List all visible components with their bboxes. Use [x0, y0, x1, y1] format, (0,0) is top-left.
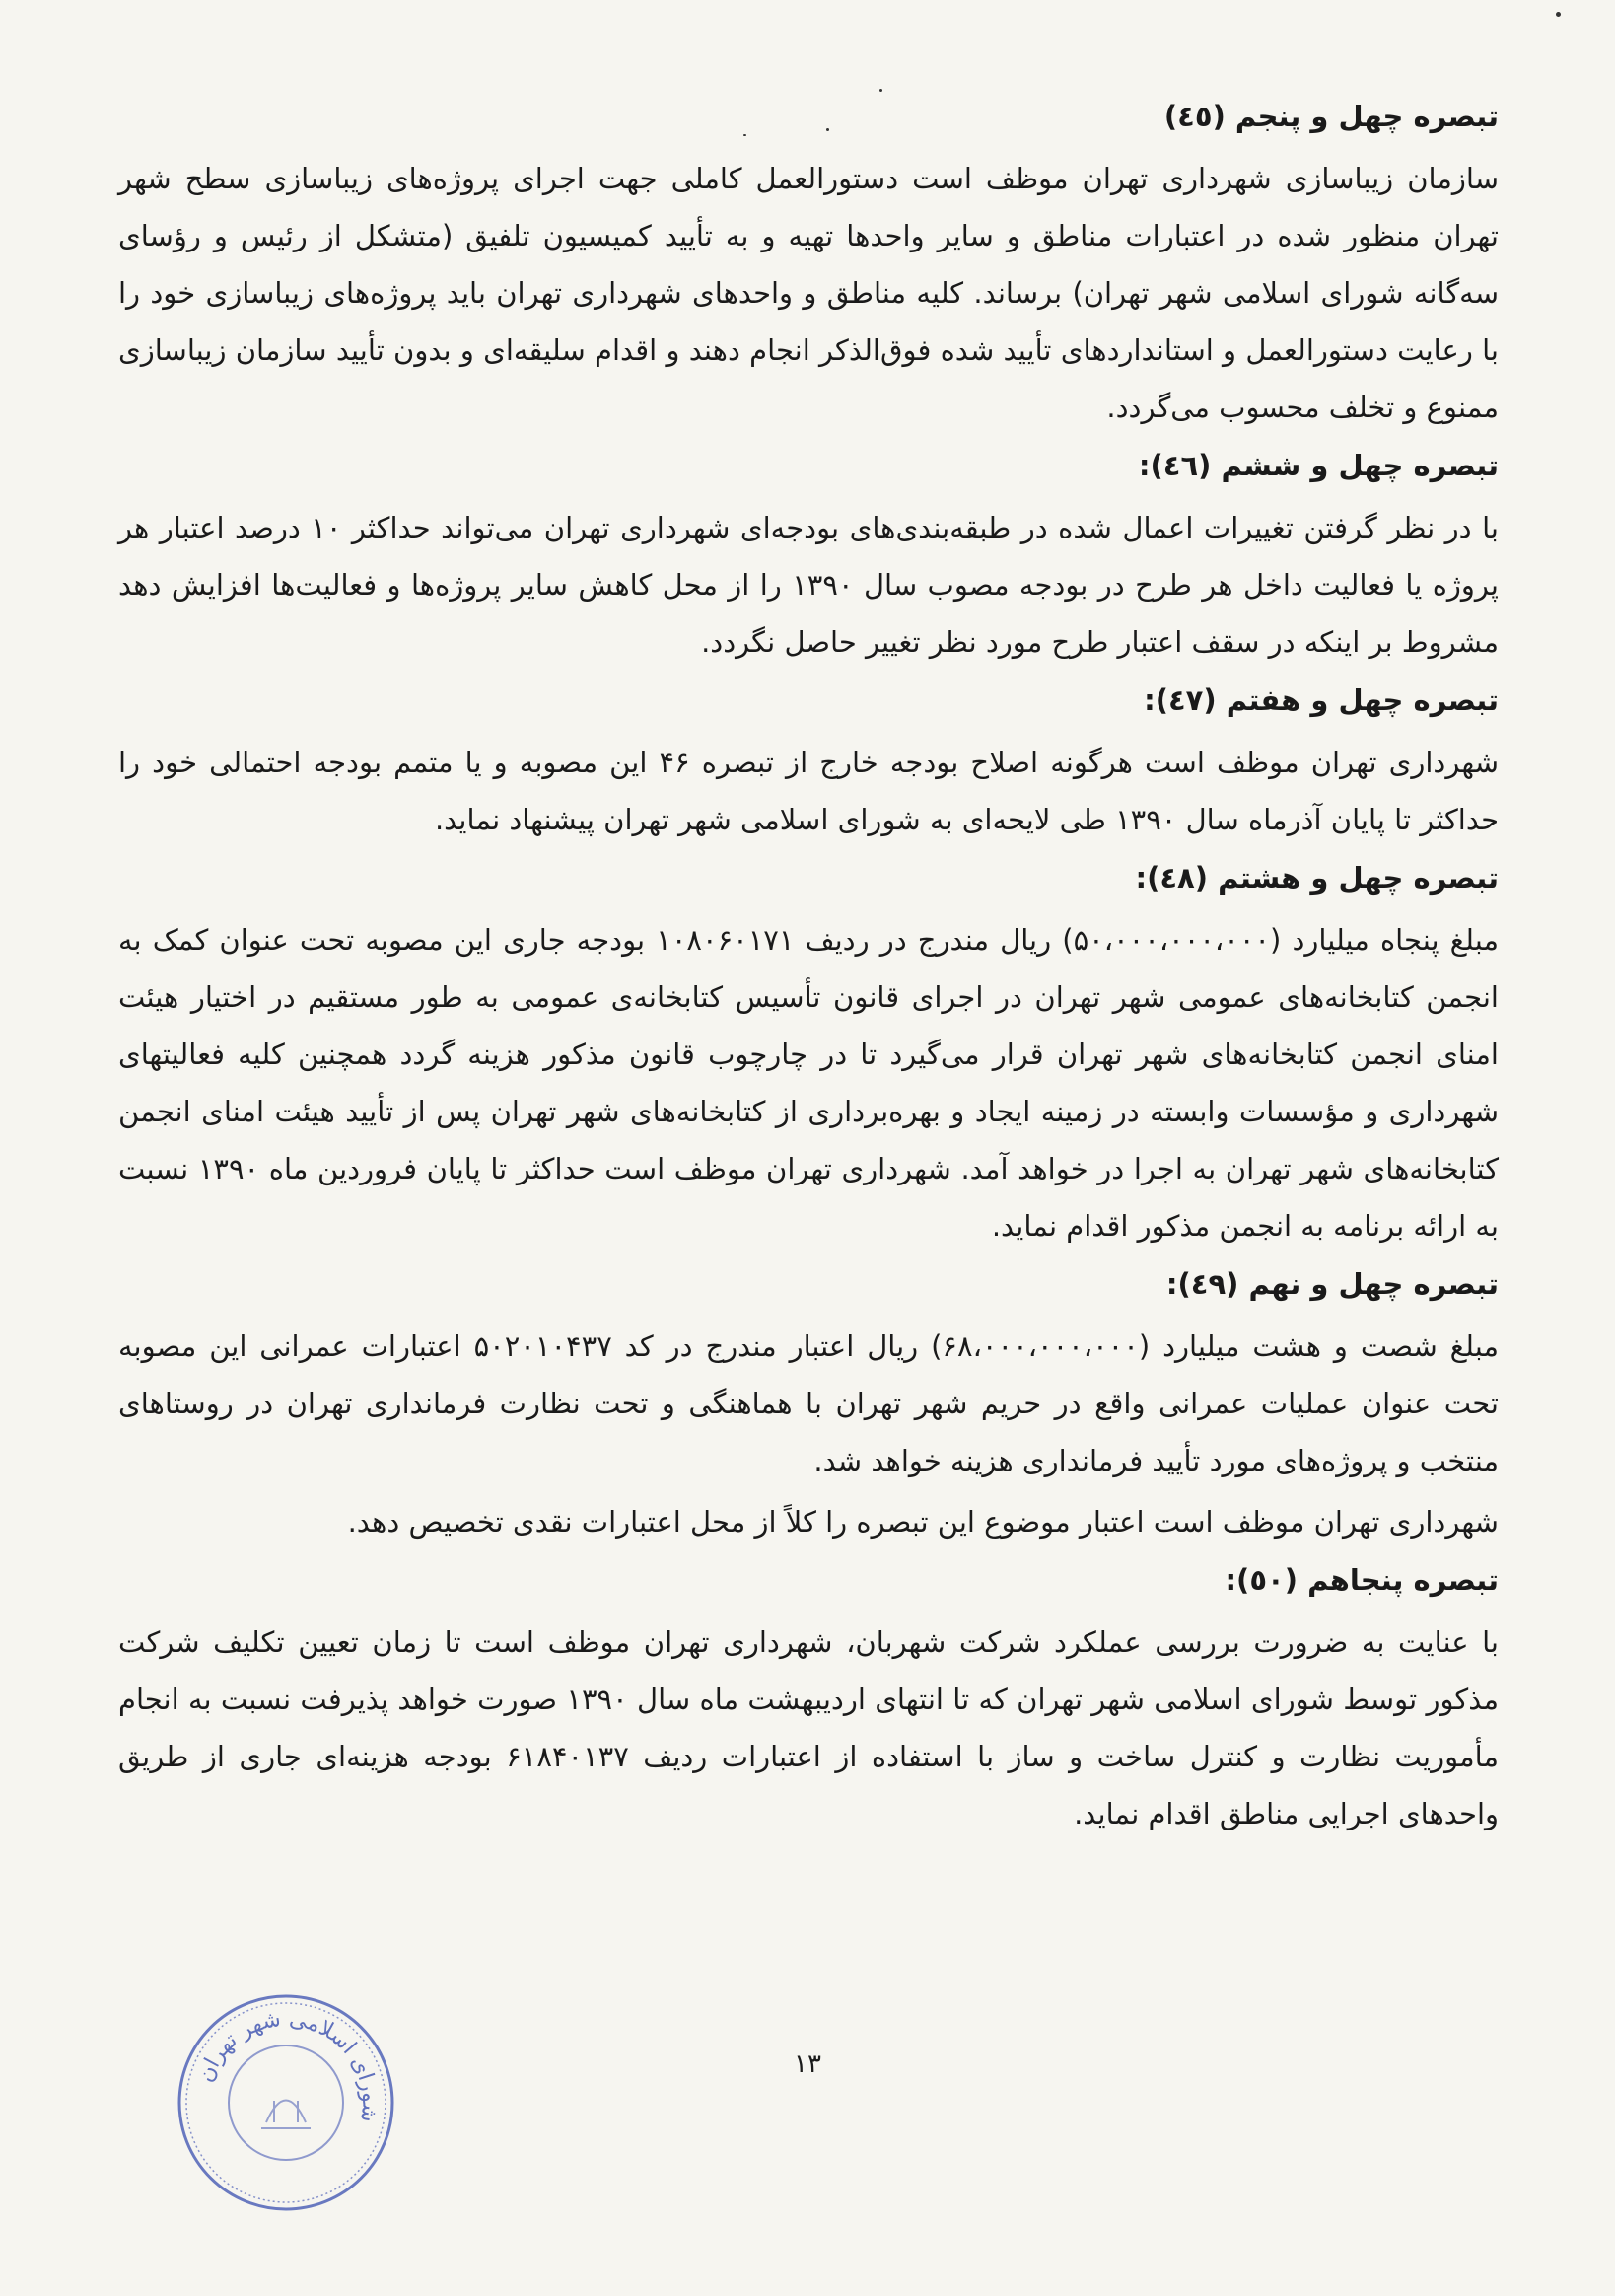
section-paragraph-47: شهرداری تهران موظف است هرگونه اصلاح بودجه خارج از تبصره ۴۶ این مصوبه و یا متمم بودجه احتمالی خود را حداکثر تا پایان آذرماه سال ۱۳۹۰ طی لایحه‌ای به شورای اسلامی شهر تهران پیشنهاد نماید.	[118, 746, 1499, 836]
section-paragraph-49-b: شهرداری تهران موظف است اعتبار موضوع این تبصره را کلاً از محل اعتبارات نقدی تخصیص دهد.	[347, 1505, 1499, 1539]
section-paragraph-49-a: مبلغ شصت و هشت میلیارد (۶۸،۰۰۰،۰۰۰،۰۰۰) ریال اعتبار مندرج در کد ۵۰۲۰۱۰۴۳۷ اعتبارات عمرانی این مصوبه تحت عنوان عملیات عمرانی واقع در حریم شهر تهران با هماهنگی و تحت نظارت فرمانداری تهران در روستاهای منتخب و پروژه‌های مورد تأیید فرمانداری هزینه خواهد شد.	[118, 1329, 1499, 1477]
page-number: ۱۳	[794, 2049, 821, 2079]
section-heading-50: تبصره پنجاهم (٥٠):	[1225, 1563, 1499, 1597]
section-paragraph-45: سازمان زیباسازی شهرداری تهران موظف است دستورالعمل کاملی جهت اجرای پروژه‌های زیباسازی سطح شهر تهران منظور شده در اعتبارات مناطق و سایر واحدها تهیه و به تأیید کمیسیون تلفیق (متشکل از رئیس و رؤسای سه‌گانه شورای اسلامی شهر تهران) برساند. کلیه مناطق و واحدهای شهرداری تهران باید پروژه‌های زیباسازی خود را با رعایت دستورالعمل و استانداردهای تأیید شده فوق‌الذکر انجام دهند و اقدام سلیقه‌ای و بدون تأیید سازمان زیباسازی ممنوع و تخلف محسوب می‌گردد.	[118, 162, 1499, 424]
document-body	[118, 91, 1499, 1846]
section-heading-47: تبصره چهل و هفتم (٤٧):	[1144, 683, 1499, 717]
stamp-emblem	[261, 2101, 311, 2129]
stamp-inner-ring	[229, 2045, 343, 2160]
section-heading-45: تبصره چهل و پنجم (٤٥)	[1163, 100, 1499, 133]
section-paragraph-50: با عنایت به ضرورت بررسی عملکرد شرکت شهربان، شهرداری تهران موظف است تا زمان تعیین تکلیف شرکت مذکور توسط شورای اسلامی شهر تهران که تا انتهای اردیبهشت ماه سال ۱۳۹۰ صورت خواهد پذیرفت نسبت به انجام مأموریت نظارت و کنترل ساخت و ساز با استفاده از اعتبارات ردیف ۶۱۸۴۰۱۳۷ بودجه هزینه‌ای جاری از طریق واحدهای اجرایی مناطق اقدام نماید.	[118, 1625, 1499, 1830]
section-paragraph-46: با در نظر گرفتن تغییرات اعمال شده در طبقه‌بندی‌های بودجه‌ای شهرداری تهران می‌تواند حداکثر ۱۰ درصد اعتبار هر پروژه یا فعالیت داخل هر طرح در بودجه مصوب سال ۱۳۹۰ را از محل کاهش سایر پروژه‌ها و فعالیت‌ها افزایش دهد مشروط بر اینکه در سقف اعتبار طرح مورد نظر تغییر حاصل نگردد.	[118, 511, 1499, 659]
stamp-text: شورای اسلامی شهر تهران	[193, 2006, 383, 2124]
section-heading-49: تبصره چهل و نهم (٤٩):	[1165, 1267, 1499, 1301]
section-heading-48: تبصره چهل و هشتم (٤٨):	[1135, 861, 1499, 895]
section-paragraph-48: مبلغ پنجاه میلیارد (۵۰،۰۰۰،۰۰۰،۰۰۰) ریال مندرج در ردیف ۱۰۸۰۶۰۱۷۱ بودجه جاری این مصوبه تحت عنوان کمک به انجمن کتابخانه‌های عمومی شهر تهران در اجرای قانون تأسیس کتابخانه‌ی عمومی به طور مستقیم در اختیار هیئت امنای انجمن کتابخانه‌های شهر تهران قرار می‌گیرد تا در چارچوب قانون مذکور هزینه گردد همچنین کلیه فعالیتهای شهرداری و مؤسسات وابسته در زمینه ایجاد و بهره‌برداری از کتابخانه‌های شهر تهران پس از تأیید هیئت امنای انجمن کتابخانه‌های شهر تهران به اجرا در خواهد آمد. شهرداری تهران موظف است حداکثر تا پایان فروردین ماه ۱۳۹۰ نسبت به ارائه برنامه به انجمن مذکور اقدام نماید.	[118, 923, 1500, 1243]
council-seal-stamp	[168, 1984, 404, 2221]
section-heading-46: تبصره چهل و ششم (٤٦):	[1138, 449, 1499, 482]
scan-speck	[1556, 12, 1561, 17]
stamp-dotted-ring	[186, 2003, 386, 2202]
